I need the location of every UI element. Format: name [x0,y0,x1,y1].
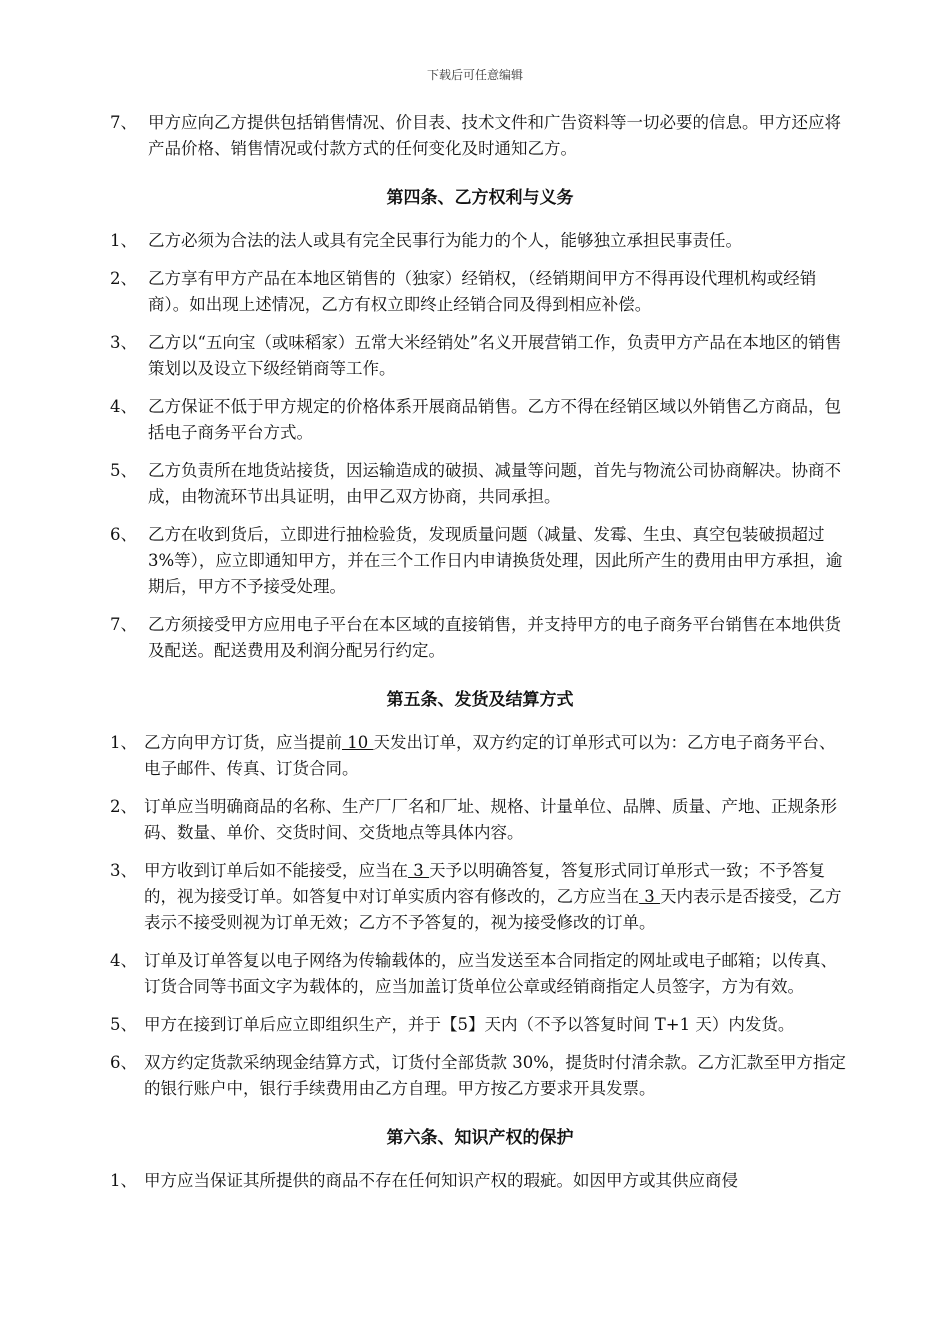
section-5 [110,688,850,1102]
section-title: 第五条、发货及结算方式 [386,690,574,710]
list-item [110,110,850,162]
list-item [110,228,850,254]
item-text: 甲方应向乙方提供包括销售情况、价目表、技术文件和广告资料等一切必要的信息。甲方还应将产品价格、销售情况或付款方式的任何变化及时通知乙方。 [148,113,841,158]
item-number: 1、 [110,231,137,250]
item-text: 乙方以“五向宝（或味稻家）五常大米经销处”名义开展营销工作，负责甲方产品在本地区的销售策划以及设立下级经销商等工作。 [148,333,842,378]
item-text [144,730,850,782]
item-text: 乙方享有甲方产品在本地区销售的（独家）经销权，（经销期间甲方不得再设代理机构或经销商）。如出现上述情况，乙方有权立即终止经销合同及得到相应补偿。 [148,269,817,314]
list-item [110,394,850,446]
item-text: 乙方负责所在地货站接货，因运输造成的破损、减量等问题，首先与物流公司协商解决。协商不成，由物流环节出具证明，由甲乙双方协商，共同承担。 [148,461,841,506]
item-text: 订单应当明确商品的名称、生产厂厂名和厂址、规格、计量单位、品牌、质量、产地、正规条形码、数量、单价、交货时间、交货地点等具体内容。 [144,797,837,842]
list-item [110,794,850,846]
item-text-part: 天内表示是否接受，乙方表示不接受则视为订单无效；乙方不予答复的，视为接受修改的订单。 [144,887,842,932]
list-item [110,612,850,664]
list-item [110,1012,850,1038]
section-6 [110,1126,850,1194]
section-4 [110,186,850,664]
item-text: 乙方保证不低于甲方规定的价格体系开展商品销售。乙方不得在经销区域以外销售乙方商品，包括电子商务平台方式。 [148,397,841,442]
filled-blank: 3 [408,861,429,880]
item-text-part: 天予以明确答复，答复形式同订单形式一致；不予答复的，视为接受订单。如答复中对订单实质内容有修改的，乙方应当在 [144,861,825,906]
list-item [110,1050,850,1102]
item-number: 5、 [110,461,137,480]
list-item [110,858,850,936]
item-number: 2、 [110,797,137,816]
item-text-part: 甲方收到订单后如不能接受，应当在 [144,861,408,880]
item-text-part: 天发出订单，双方约定的订单形式可以为：乙方电子商务平台、电子邮件、传真、订货合同。 [144,733,836,778]
item-text: 甲方在接到订单后应立即组织生产，并于【5】天内（不予以答复时间 T+1 天）内发货。 [144,1015,795,1034]
item-text [144,858,850,936]
item-text: 乙方必须为合法的法人或具有完全民事行为能力的个人，能够独立承担民事责任。 [148,231,742,250]
item-text: 甲方应当保证其所提供的商品不存在任何知识产权的瑕疵。如因甲方或其供应商侵 [144,1171,738,1190]
document-body [110,110,850,1206]
item-number: 3、 [110,333,137,352]
list-item [110,522,850,600]
section-title: 第四条、乙方权利与义务 [386,188,574,208]
list-item [110,266,850,318]
item-number: 7、 [110,113,137,132]
list-item [110,730,850,782]
item-text: 订单及订单答复以电子网络为传输载体的，应当发送至本合同指定的网址或电子邮箱；以传真、订货合同等书面文字为载体的，应当加盖订货单位公章或经销商指定人员签字，方为有效。 [144,951,837,996]
item-text: 乙方须接受甲方应用电子平台在本区域的直接销售，并支持甲方的电子商务平台销售在本地供货及配送。配送费用及利润分配另行约定。 [148,615,841,660]
item-number: 4、 [110,951,137,970]
list-item [110,948,850,1000]
section-title: 第六条、知识产权的保护 [386,1128,574,1148]
item-text: 乙方在收到货后，立即进行抽检验货，发现质量问题（减量、发霉、生虫、真空包装破损超过3%等），应立即通知甲方，并在三个工作日内申请换货处理，因此所产生的费用由甲方承担，逾期后，甲方不予接受处理。 [148,525,843,596]
item-number: 1、 [110,1171,137,1190]
item-number: 6、 [110,525,137,544]
list-item [110,1168,850,1194]
item-number: 2、 [110,269,137,288]
item-number: 1、 [110,733,137,752]
prev-section-tail [110,110,850,162]
item-number: 4、 [110,397,137,416]
item-number: 3、 [110,861,137,880]
item-number: 5、 [110,1015,137,1034]
list-item [110,458,850,510]
item-number: 6、 [110,1053,137,1072]
page-header: 下载后可任意编辑 [426,68,523,82]
item-number: 7、 [110,615,137,634]
list-item [110,330,850,382]
item-text: 双方约定货款采纳现金结算方式，订货付全部货款 30%，提货时付清余款。乙方汇款至甲方指定的银行账户中，银行手续费用由乙方自理。甲方按乙方要求开具发票。 [144,1053,846,1098]
item-text-part: 乙方向甲方订货，应当提前 [144,733,342,752]
filled-blank: 10 [342,733,374,752]
filled-blank: 3 [639,887,660,906]
